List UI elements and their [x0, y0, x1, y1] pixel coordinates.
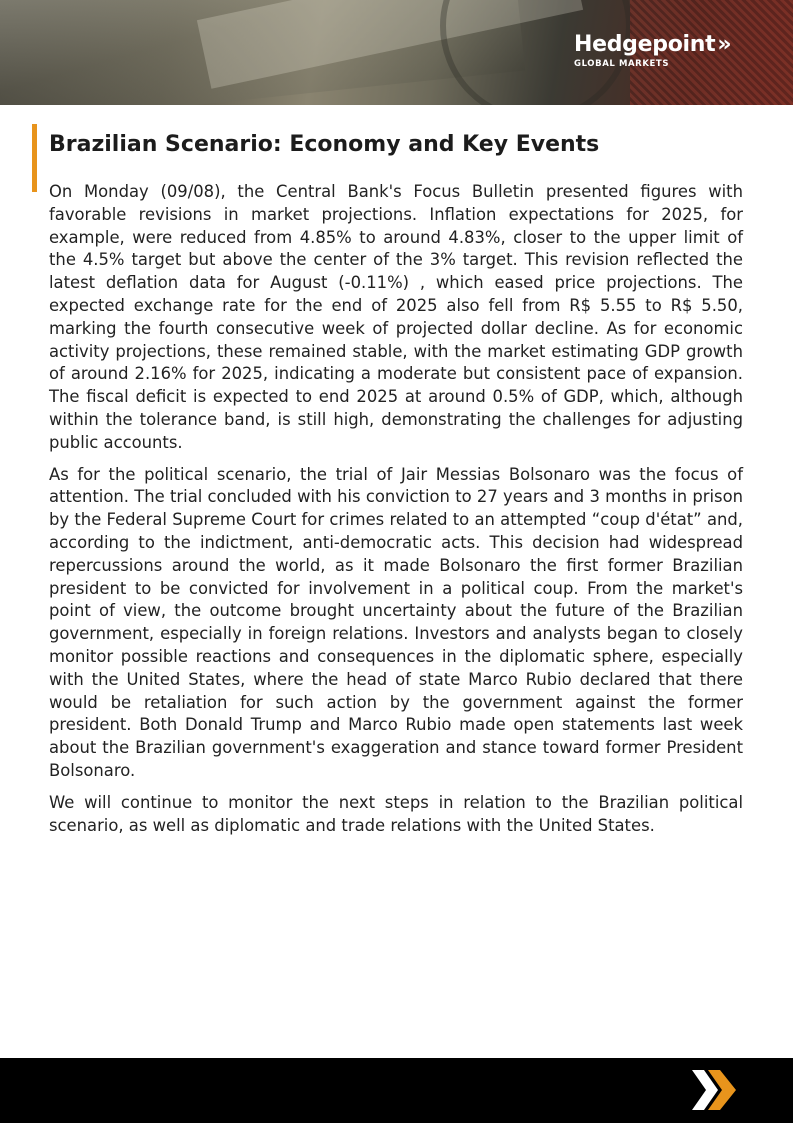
- double-chevron-icon: [690, 1068, 740, 1112]
- logo-subtitle: GLOBAL MARKETS: [574, 59, 670, 69]
- paragraph-outlook: We will continue to monitor the next steps in relation to the Brazilian political scenario, as well as diplomatic and trade relations with the United States.: [49, 792, 743, 835]
- paragraph-politics: As for the political scenario, the trial of Jair Messias Bolsonaro was the focus of attention. The trial concluded with his conviction to 27 years and 3 months in prison by the Federal Supreme Court for crimes related to an attempted “coup d'état” and, according to the indictment, anti-democratic acts. This decision had widespread repercussions around the world, as it made Bolsonaro the first former Brazilian president to be convicted for involvement in a political coup. From the market's point of view, the outcome brought uncertainty about the future of the Brazilian government, especially in foreign relations. Investors and analysts began to closely monitor possible reactions and consequences in the diplomatic sphere, especially with the United States, where the head of state Marco Rubio declared that there would be retaliation for such action by the government against the former president. Both Donald Trump and Marco Rubio made open statements last week about the Brazilian government's exaggeration and stance toward former President Bolsonaro.: [49, 464, 743, 780]
- page-title: Brazilian Scenario: Economy and Key Events: [49, 132, 600, 157]
- logo-name: Hedgepoint: [574, 32, 716, 57]
- header-banner: [0, 0, 793, 105]
- article-body: [49, 181, 743, 846]
- footer-bar: [0, 1058, 793, 1123]
- hedgepoint-logo: [574, 32, 726, 69]
- logo-chevrons: »: [717, 32, 726, 57]
- paragraph-economy: On Monday (09/08), the Central Bank's Focus Bulletin presented figures with favorable revisions in market projections. Inflation expectations for 2025, for example, were reduced from 4.85% to around 4.83%, closer to the upper limit of the 4.5% target but above the center of the 3% target. This revision reflected the latest deflation data for August (-0.11%) , which eased price projections. The expected exchange rate for the end of 2025 also fell from R$ 5.55 to R$ 5.50, marking the fourth consecutive week of projected dollar decline. As for economic activity projections, these remained stable, with the market estimating GDP growth of around 2.16% for 2025, indicating a moderate but consistent pace of expansion. The fiscal deficit is expected to end 2025 at around 0.5% of GDP, which, although within the tolerance band, is still high, demonstrating the challenges for adjusting public accounts.: [49, 182, 743, 452]
- title-accent-bar: [32, 124, 37, 192]
